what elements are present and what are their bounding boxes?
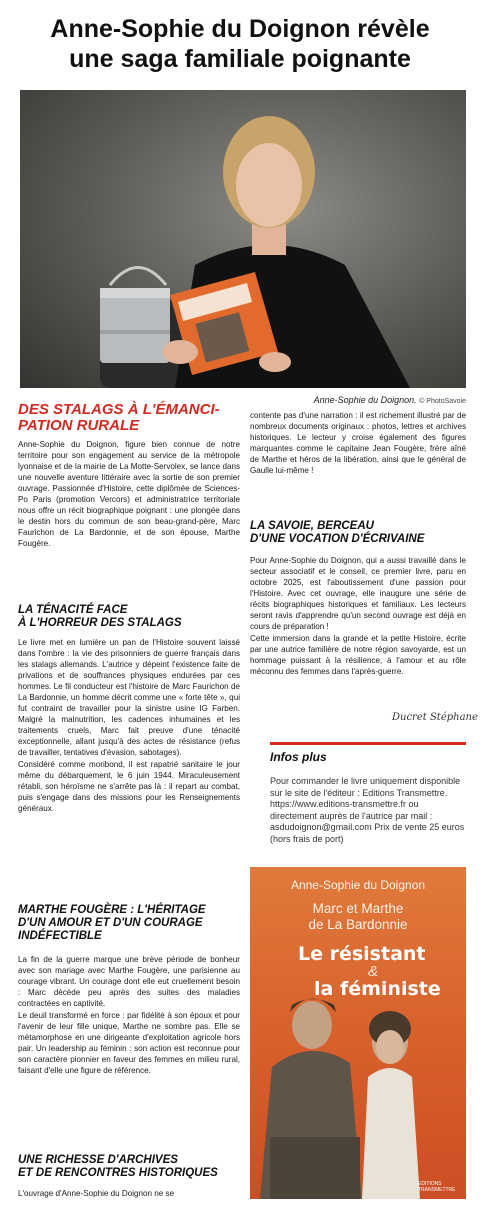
section-3-title-line-1: MARTHE FOUGÈRE : L'HÉRITAGE — [18, 904, 206, 916]
caption-credit: © PhotoSavoie — [419, 398, 466, 405]
infos-top-rule — [270, 742, 466, 745]
book-cover-ampersand: & — [368, 963, 379, 980]
section-3-paragraph-2: Le deuil transformé en force : par fidélité à son époux et pour l'avenir de leur fille unique, Marthe ne sombre pas. Elle se métamorphose en une dirigeante d'exploitation agricole hors pair. Un leadership au féminin : son action est reconnue pour son caractère pionnier en faveur des femmes en milieu rural, faisant d'elle une figure de référence. — [18, 1011, 240, 1075]
section-3-title-line-3: INDÉFECTIBLE — [18, 930, 102, 942]
section-2-paragraph-1: Le livre met en lumière un pan de l'Histoire souvent laissé dans l'ombre : la vie des prisonniers de guerre français dans les stalags allemands. L'autrice y dépeint l'existence faite de privations et de souffrances physiques endurées par ces hommes. Le fil conducteur est l'histoire de Marc Faurichon de La Bardonnie, un homme décrit comme une « forte tête », qui fut contraint de travailler pour la sinistre usine IG Farben. Malgré la malnutrition, les cadences inhumaines et les traitements cruels, Marc fait preuve d'une ténacité exceptionnelle, allant jusqu'à des actes de résistance (refus de travailler, tentatives d'évasion, sabotages). — [18, 638, 240, 757]
section-3 — [18, 904, 240, 1077]
headline — [10, 14, 470, 74]
section-2 — [18, 604, 240, 815]
section-4 — [18, 1154, 240, 1200]
author-signature: Ducret Stéphane — [392, 712, 478, 723]
author-photo-illustration — [20, 90, 466, 388]
infos-body: Pour commander le livre uniquement disponible sur le site de l'éditeur : Editions Transmettre. https://www.editions-transmettre.fr ou directement auprès de l'autrice par mail : asdudoignon@gmail.com Prix de vente 25 euros (hors frais de port) — [270, 776, 465, 844]
section-3-title-line-2: D'UN AMOUR ET D'UN COURAGE — [18, 917, 203, 929]
infos-title: Infos plus — [270, 750, 327, 764]
section-1-paragraph-1: Anne-Sophie du Doignon, figure bien connue de notre territoire pour son engagement au service de la métropole lyonnaise et de la mairie de La Motte-Servolex, se lance dans une nouvelle aventure littéraire avec la sortie de son premier ouvrage. Passionnée d'Histoire, cette diplômée de Sciences-Po Paris (promotion Vercors) et administratrice territoriale nous offre un récit biographique poignant : une plongée dans le destin hors du commun de son beau-grand-père, Marc Faurichon de La Bardonnie, et de son épouse, Marthe Fougère. — [18, 440, 240, 548]
section-3-title — [18, 904, 240, 943]
section-4-paragraph-1: L'ouvrage d'Anne-Sophie du Doignon ne se — [18, 1189, 175, 1198]
section-5-title-line-2: D'UNE VOCATION D'ÉCRIVAINE — [250, 533, 425, 545]
book-cover-photo-illustration — [250, 867, 466, 1199]
section-5-title — [250, 520, 466, 546]
author-photo — [20, 90, 466, 388]
headline-line-1: Anne-Sophie du Doignon révèle — [50, 15, 430, 43]
caption-text: Anne-Sophie du Doignon. — [313, 395, 417, 405]
section-4-title-line-1: UNE RICHESSE D'ARCHIVES — [18, 1154, 178, 1166]
section-1 — [18, 402, 240, 550]
section-5-paragraph-2: Cette immersion dans la grande et la petite Histoire, écrite par une autrice familière de notre région savoyarde, est un hommage puissant à la résilience, à l'amour et au rôle méconnu des femmes dans l'après-guerre. — [250, 634, 466, 676]
lunchbox-illustration — [100, 268, 170, 364]
section-1-title-line-1: DES STALAGS À L'ÉMANCI- — [18, 401, 220, 418]
section-4-title-line-2: ET DE RENCONTRES HISTORIQUES — [18, 1167, 218, 1179]
section-5-paragraph-1: Pour Anne-Sophie du Doignon, qui a aussi travaillé dans le secteur associatif et le conseil, ce premier livre, paru en octobre 2025, est l'aboutissement d'une passion pour l'Histoire. Avec cet ouvrage, elle inaugure une série de récits biographiques historiques et familiaux. Les lecteurs seront ravis d'apprendre qu'un second ouvrage est déjà en cours de préparation ! — [250, 556, 466, 631]
section-4-continued — [250, 410, 466, 477]
section-4-continued-paragraph: contente pas d'une narration : il est richement illustré par de nombreux documents originaux : photos, lettres et archives historiques. Le lecteur y croise également des figures marquantes comme le capitaine Jean Fougère, frère aîné de Marthe et héros de la libération, ainsi que le général de Gaulle lui-même ! — [250, 411, 466, 475]
book-cover-names-line-1: Marc et Marthe — [312, 901, 404, 916]
infos-box — [270, 742, 466, 845]
section-2-title — [18, 604, 240, 630]
section-1-title-line-2: PATION RURALE — [18, 417, 140, 434]
book-cover-author: Anne-Sophie du Doignon — [290, 878, 426, 892]
section-5 — [250, 520, 466, 678]
book-cover-names-line-2: de La Bardonnie — [308, 917, 408, 932]
book-cover-title-2: la féministe — [314, 978, 441, 1000]
section-3-paragraph-1: La fin de la guerre marque une brève période de bonheur avec son mariage avec Marthe Fougère, une parisienne au courage vibrant. Un courage dont elle eut cruellement besoin : Marc décède peu après des suites des maladies contractées en captivité. — [18, 955, 240, 1008]
section-2-title-line-2: À L'HORREUR DES STALAGS — [18, 617, 182, 629]
headline-line-2: une saga familiale poignante — [69, 45, 411, 73]
section-2-title-line-1: LA TÉNACITÉ FACE — [18, 604, 128, 616]
section-5-title-line-1: LA SAVOIE, BERCEAU — [250, 520, 374, 532]
book-cover — [250, 867, 466, 1199]
book-cover-title-1: Le résistant — [298, 943, 426, 965]
section-4-title — [18, 1154, 240, 1180]
section-1-title — [18, 402, 240, 434]
section-2-paragraph-2: Considéré comme moribond, il est rapatrié sanitaire le jour même du débarquement, le 6 juin 1944. Miraculeusement rétabli, son héroïsme ne s'arrête pas là : il repart au combat, puis s'engage dans des missions pour les Renseignements généraux. — [18, 760, 240, 813]
book-cover-publisher: EDITIONS TRANSMETTRE — [418, 1181, 456, 1193]
